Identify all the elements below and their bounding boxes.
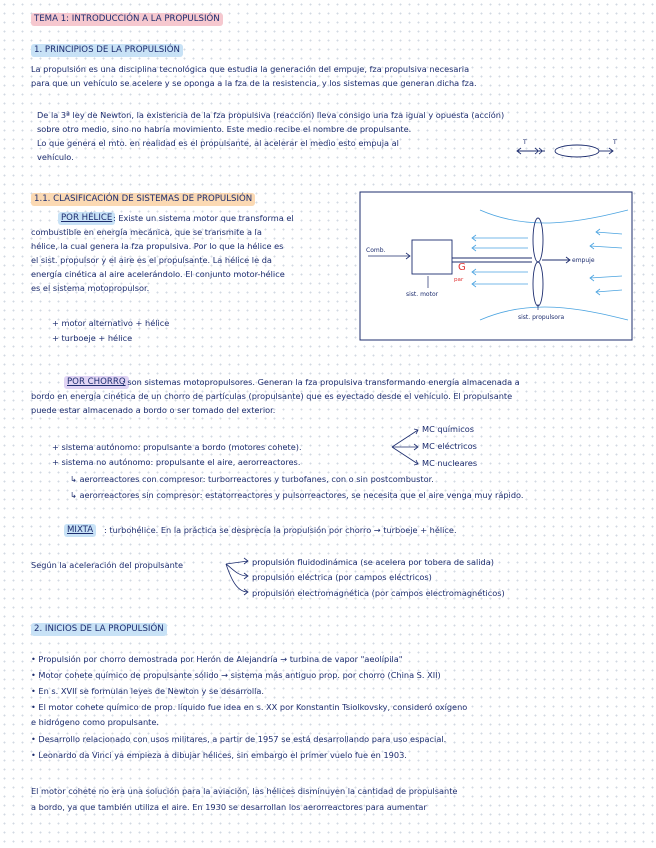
paragraph-line: bordo en energía cinética de un chorro de partículas (propulsante) que es eyectado desde el vehículo. El propulsante bbox=[31, 391, 513, 401]
empuje-label: empuje bbox=[572, 257, 595, 264]
section-heading-clasificacion: 1.1. CLASIFICACIÓN DE SISTEMAS DE PROPULSIÓN bbox=[31, 193, 255, 206]
autonomo-item: + sistema autónomo: propulsante a bordo (motores cohete). bbox=[52, 442, 302, 452]
torque-par-label: par bbox=[454, 277, 464, 283]
paragraph-line: energía cinética al aire acelerándolo. El conjunto motor-hélice bbox=[31, 269, 285, 279]
sist-motor-label: sist. motor bbox=[406, 291, 439, 298]
paragraph-line: el sist. propulsor y el aire es el propulsante. La hélice le da bbox=[31, 255, 272, 265]
history-item: e hidrógeno como propulsante. bbox=[31, 717, 160, 727]
con-compresor-item: ↳ aerorreactores con compresor: turborreactores y turbofanes, con o sin postcombustor. bbox=[70, 474, 434, 484]
propeller-diagram bbox=[360, 192, 632, 340]
sist-propulsor-label: sist. propulsora bbox=[518, 314, 565, 321]
bullet-item: + turboeje + hélice bbox=[52, 333, 133, 343]
torque-g-label: G bbox=[458, 262, 466, 273]
paragraph-line: : turbohélice. En la práctica se desprecia la propulsión por chorro → turboeje + hélice. bbox=[104, 525, 457, 535]
thrust-label-right: T bbox=[613, 139, 617, 146]
paragraph-line: Lo que genera el mto. en realidad es el propulsante, al acelerar el medio esto empuja al bbox=[37, 138, 399, 148]
paragraph-line: puede estar almacenado a bordo o ser tomado del exterior. bbox=[31, 405, 276, 415]
paragraph-line: : Existe un sistema motor que transforma el bbox=[113, 213, 294, 223]
bullet-item: + motor alternativo + hélice bbox=[52, 318, 170, 328]
paragraph-line: De la 3ª ley de Newton, la existencia de la fza propulsiva (reacción) lleva consigo una fza igual y opuesta (acción) bbox=[37, 110, 505, 120]
chorro-label: POR CHORRO bbox=[64, 376, 129, 389]
paragraph-line: es el sistema motopropulsor. bbox=[31, 283, 150, 293]
helice-label: POR HÉLICE bbox=[58, 212, 115, 225]
projectile-sketch bbox=[505, 136, 625, 166]
history-item: • Motor cohete químico de propulsante sólido → sistema más antiguo prop. por chorro (China S. XII) bbox=[31, 670, 441, 680]
no-autonomo-item: + sistema no autónomo: propulsante el aire, aerorreactores. bbox=[52, 457, 301, 467]
paragraph-line: El motor cohete no era una solución para la aviación, las hélices disminuyen la cantidad de propulsante bbox=[31, 786, 458, 796]
acceleration-item: propulsión electromagnética (por campos electromagnéticos) bbox=[252, 588, 505, 598]
history-item: • Leonardo da Vinci ya empieza a dibujar hélices, sin embargo el primer vuelo fue en 1903. bbox=[31, 750, 407, 760]
history-item: • Desarrollo relacionado con usos militares, a partir de 1957 se está desarrollando para uso espacial. bbox=[31, 734, 447, 744]
thrust-label-left: T bbox=[523, 139, 527, 146]
section-heading-inicios: 2. INICIOS DE LA PROPULSIÓN bbox=[31, 623, 167, 636]
acceleration-item: propulsión eléctrica (por campos eléctricos) bbox=[252, 572, 432, 582]
paragraph-line: hélice, la cual genera la fza propulsiva. Por lo que la hélice es bbox=[31, 241, 284, 251]
paragraph-line: : son sistemas motopropulsores. Generan la fza propulsiva transformando energía almacenada a bbox=[122, 377, 520, 387]
paragraph-line: sobre otro medio, sino no habría movimiento. Este medio recibe el nombre de propulsante. bbox=[37, 124, 412, 134]
history-item: • El motor cohete químico de prop. líquido fue idea en s. XX por Konstantin Tsiolkovsky, consideró oxígeno bbox=[31, 702, 468, 712]
paragraph-line: a bordo, ya que también utiliza el aire. En 1930 se desarrollan los aerorreactores para aumentar bbox=[31, 802, 427, 812]
mc-item: MC eléctricos bbox=[422, 441, 477, 451]
section-heading-principios: 1. PRINCIPIOS DE LA PROPULSIÓN bbox=[31, 44, 183, 57]
sin-compresor-item: ↳ aerorreactores sin compresor: estatorreactores y pulsorreactores, se necesita que el aire venga muy rápido. bbox=[70, 490, 524, 500]
mixta-label: MIXTA bbox=[64, 524, 96, 537]
acceleration-item: propulsión fluidodinámica (se acelera por tobera de salida) bbox=[252, 557, 494, 567]
mc-item: MC nucleares bbox=[422, 458, 478, 468]
paragraph-line: vehículo. bbox=[37, 152, 74, 162]
comb-label: Comb. bbox=[366, 247, 386, 254]
segun-aceleracion-label: Según la aceleración del propulsante bbox=[31, 560, 184, 570]
history-item: • En s. XVII se formulan leyes de Newton y se desarrolla. bbox=[31, 686, 265, 696]
paragraph-line: para que un vehículo se acelere y se oponga a la fza de la resistencia, y los sistemas que generan dicha fza. bbox=[31, 78, 477, 88]
history-item: • Propulsión por chorro demostrada por Herón de Alejandría → turbina de vapor "aeolípila" bbox=[31, 654, 403, 664]
paragraph-line: combustible en energía mecánica, que se transmite a la bbox=[31, 227, 262, 237]
paragraph-line: La propulsión es una disciplina tecnológica que estudia la generación del empuje, fza propulsiva necesaria bbox=[31, 64, 470, 74]
mc-item: MC químicos bbox=[422, 424, 475, 434]
page-title: TEMA 1: INTRODUCCIÓN A LA PROPULSIÓN bbox=[31, 13, 223, 26]
